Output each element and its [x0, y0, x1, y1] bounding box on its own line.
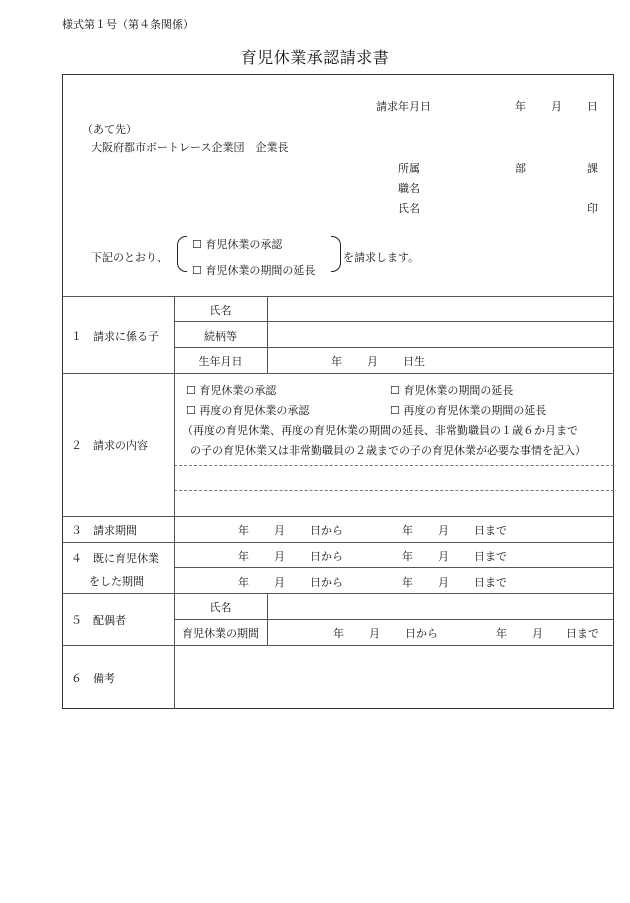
form-code: 様式第１号（第４条関係） — [62, 18, 194, 31]
request-date-year: 年 — [515, 100, 526, 113]
spouse-period-label: 育児休業の期間 — [182, 627, 259, 640]
left-brace — [177, 236, 187, 272]
affiliation-label: 所属 — [398, 162, 420, 175]
section-4-label-line-2: をした期間 — [89, 575, 144, 588]
rule-section-5-end — [62, 645, 614, 646]
content-option-approval[interactable]: ☐ 育児休業の承認 — [186, 384, 277, 397]
child-dob-month: 月 — [367, 355, 378, 368]
content-note-line-1: （再度の育児休業、再度の育児休業の期間の延長、非常勤職員の１歳６か月まで — [182, 424, 578, 437]
affiliation-dept: 部 — [515, 162, 526, 175]
period-to-month: 月 — [438, 524, 449, 537]
prior-2-to-day: 日まで — [474, 576, 507, 589]
document-title: 育児休業承認請求書 — [240, 48, 390, 67]
request-date-day: 日 — [587, 100, 598, 113]
content-option-extension[interactable]: ☐ 育児休業の期間の延長 — [390, 384, 514, 397]
seal-mark: 印 — [587, 202, 598, 215]
rule-section-4-end — [62, 593, 614, 594]
prior-2-from-year: 年 — [238, 576, 249, 589]
prior-2-to-year: 年 — [402, 576, 413, 589]
rule-section-2-end — [62, 516, 614, 517]
request-option-extension[interactable]: ☐ 育児休業の期間の延長 — [192, 264, 316, 277]
section-4-label-line-1: ４ 既に育児休業 — [71, 552, 159, 565]
spouse-from-day: 日から — [405, 627, 438, 640]
rule-spouse-mid — [174, 619, 614, 620]
prior-1-to-month: 月 — [438, 550, 449, 563]
applicant-name-label: 氏名 — [398, 202, 420, 215]
spouse-to-day: 日まで — [566, 627, 599, 640]
period-from-year: 年 — [238, 524, 249, 537]
prior-2-from-month: 月 — [274, 576, 285, 589]
section-2-label: ２ 請求の内容 — [71, 439, 148, 452]
child-dob-born: 日生 — [403, 355, 425, 368]
request-date-month: 月 — [551, 100, 562, 113]
child-dob-label: 生年月日 — [198, 355, 243, 368]
form-frame — [62, 74, 614, 709]
affiliation-section: 課 — [587, 162, 598, 175]
period-from-month: 月 — [274, 524, 285, 537]
rule-child-1 — [174, 321, 614, 322]
addressee-label: （あて先） — [82, 123, 137, 136]
section-5-label: ５ 配偶者 — [71, 614, 126, 627]
rule-header-end — [62, 296, 614, 297]
section-6-label: ６ 備考 — [71, 672, 115, 685]
period-from-day: 日から — [310, 524, 343, 537]
addressee-name: 大阪府都市ボートレース企業団 企業長 — [91, 141, 289, 154]
child-name-label: 氏名 — [209, 304, 232, 317]
prior-1-to-day: 日まで — [474, 550, 507, 563]
spouse-name-label: 氏名 — [209, 601, 232, 614]
period-to-day: 日まで — [474, 524, 507, 537]
prior-2-from-day: 日から — [310, 576, 343, 589]
request-date-label: 請求年月日 — [376, 100, 431, 113]
content-option-reapproval[interactable]: ☐ 再度の育児休業の承認 — [186, 404, 310, 417]
position-label: 職名 — [398, 182, 420, 195]
rule-child-2 — [174, 347, 614, 348]
spouse-to-year: 年 — [496, 627, 507, 640]
spouse-from-month: 月 — [369, 627, 380, 640]
dotted-line-2 — [174, 490, 614, 491]
content-note-line-2: の子の育児休業又は非常勤職員の２歳までの子の育児休業が必要な事情を記入） — [190, 444, 586, 457]
request-prefix: 下記のとおり、 — [91, 251, 168, 264]
prior-2-to-month: 月 — [438, 576, 449, 589]
child-relation-label: 続柄等 — [204, 330, 237, 343]
dotted-line-1 — [174, 465, 614, 466]
rule-child-subcolumn — [267, 296, 268, 373]
child-dob-year: 年 — [331, 355, 342, 368]
right-brace — [331, 236, 341, 272]
prior-1-from-day: 日から — [310, 550, 343, 563]
request-suffix: を請求します。 — [343, 251, 420, 264]
prior-1-to-year: 年 — [402, 550, 413, 563]
period-to-year: 年 — [402, 524, 413, 537]
spouse-to-month: 月 — [532, 627, 543, 640]
rule-spouse-subcolumn — [267, 593, 268, 645]
rule-section-1-end — [62, 373, 614, 374]
prior-1-from-month: 月 — [274, 550, 285, 563]
request-option-approval[interactable]: ☐ 育児休業の承認 — [192, 238, 283, 251]
spouse-from-year: 年 — [333, 627, 344, 640]
content-option-reextension[interactable]: ☐ 再度の育児休業の期間の延長 — [390, 404, 547, 417]
section-3-label: ３ 請求期間 — [71, 524, 137, 537]
prior-1-from-year: 年 — [238, 550, 249, 563]
section-1-label: １ 請求に係る子 — [71, 330, 159, 343]
rule-section-3-end — [62, 542, 614, 543]
rule-prior-mid — [174, 567, 614, 568]
